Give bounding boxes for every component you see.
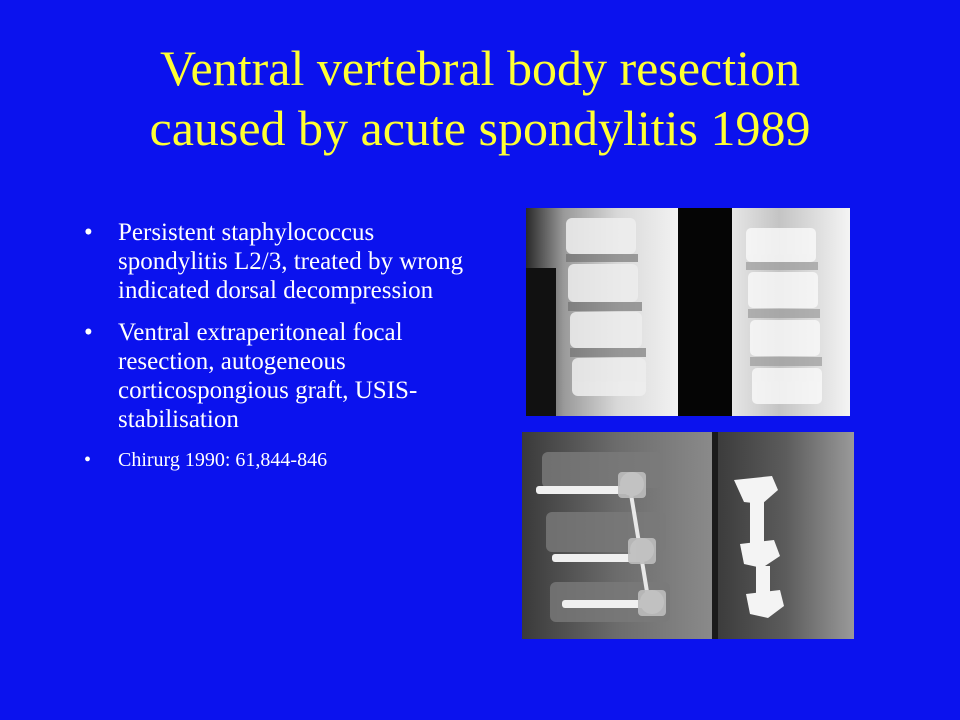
title-line-2: caused by acute spondylitis 1989 [149, 100, 811, 156]
preoperative-xray-image [526, 208, 850, 416]
slide-title [40, 38, 920, 158]
postoperative-xray-graphic [522, 432, 854, 639]
bullet-item [78, 447, 478, 473]
bullet-list [78, 218, 478, 486]
postoperative-xray-image [522, 432, 854, 639]
bullet-text: Ventral extraperitoneal focal resection, autogeneous corticospongious graft, USIS-stabilisation [118, 319, 418, 433]
bullet-text: Persistent staphylococcus spondylitis L2/3, treated by wrong indicated dorsal decompression [118, 219, 464, 304]
preoperative-xray-graphic [526, 208, 850, 416]
bullet-icon: • [84, 219, 93, 246]
bullet-icon: • [84, 319, 93, 346]
bullet-text: Chirurg 1990: 61,844-846 [118, 449, 328, 471]
bullet-item [78, 318, 478, 434]
bullet-item [78, 218, 478, 305]
title-line-1: Ventral vertebral body resection [159, 40, 800, 96]
bullet-icon: • [84, 449, 92, 471]
